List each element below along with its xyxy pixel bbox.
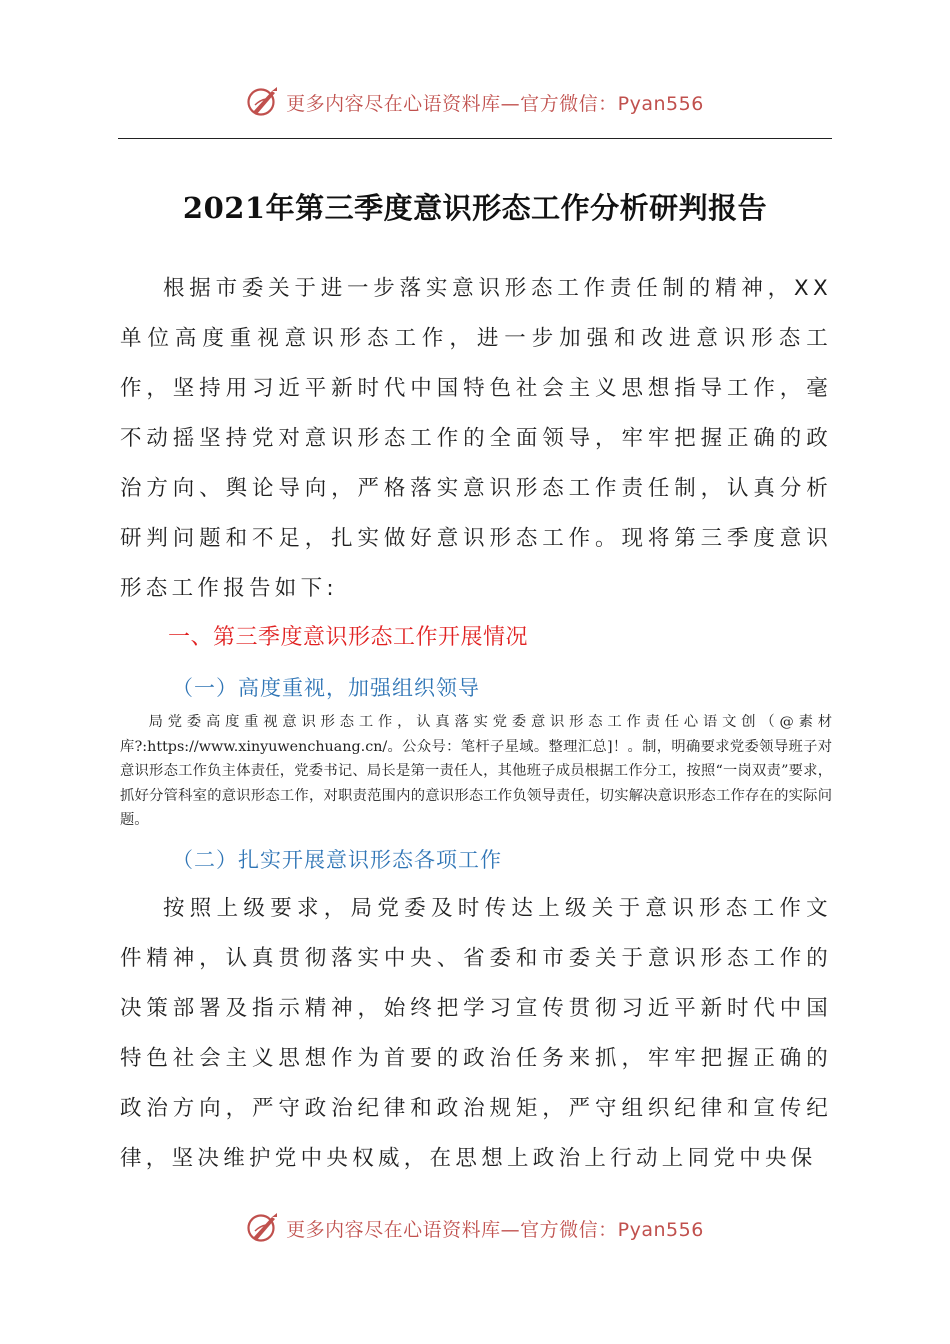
- header-banner-text: 更多内容尽在心语资料库—官方微信：Pyan556: [286, 92, 704, 115]
- section-heading-1: 一、第三季度意识形态工作开展情况: [168, 625, 529, 650]
- header-banner: [0, 78, 950, 126]
- header-divider: [118, 138, 832, 139]
- subsection-heading-2: （二）扎实开展意识形态各项工作: [172, 848, 502, 872]
- intro-paragraph: 根据市委关于进一步落实意识形态工作责任制的精神，XX单位高度重视意识形态工作，进一步加强和改进意识形态工作，坚持用习近平新时代中国特色社会主义思想指导工作，毫不动摇坚持党对意识形态工作的全面领导，牢牢把握正确的政治方向、舆论导向，严格落实意识形态工作责任制，认真分析研判问题和不足，扎实做好意识形态工作。现将第三季度意识形态工作报告如下:: [120, 276, 832, 601]
- subsection-1-paragraph: 局党委高度重视意识形态工作，认真落实党委意识形态工作责任心语文创（@素材库?:https://www.xinyuwenchuang.cn/。公众号：笔杆子星域。整理汇总]！。制，明确要求党委领导班子对意识形态工作负主体责任，党委书记、局长是第一责任人，其他班子成员根据工作分工，按照“一岗双责”要求，抓好分管科室的意识形态工作，对职责范围内的意识形态工作负领导责任，切实解决意识形态工作存在的实际问题。: [120, 714, 832, 828]
- footer-banner-text: 更多内容尽在心语资料库—官方微信：Pyan556: [286, 1218, 704, 1241]
- quill-pen-logo-icon: [246, 85, 280, 119]
- quill-pen-logo-icon: [246, 1211, 280, 1245]
- subsection-heading-1: （一）高度重视，加强组织领导: [172, 676, 480, 700]
- document-title: 2021年第三季度意识形态工作分析研判报告: [182, 191, 768, 225]
- subsection-2-paragraph: 按照上级要求，局党委及时传达上级关于意识形态工作文件精神，认真贯彻落实中央、省委和市委关于意识形态工作的决策部署及指示精神，始终把学习宣传贯彻习近平新时代中国特色社会主义思想作为首要的政治任务来抓，牢牢把握正确的政治方向，严守政治纪律和政治规矩，严守组织纪律和宣传纪律，坚决维护党中央权威，在思想上政治上行动上同党中央保: [120, 896, 832, 1171]
- footer-banner: [0, 1204, 950, 1252]
